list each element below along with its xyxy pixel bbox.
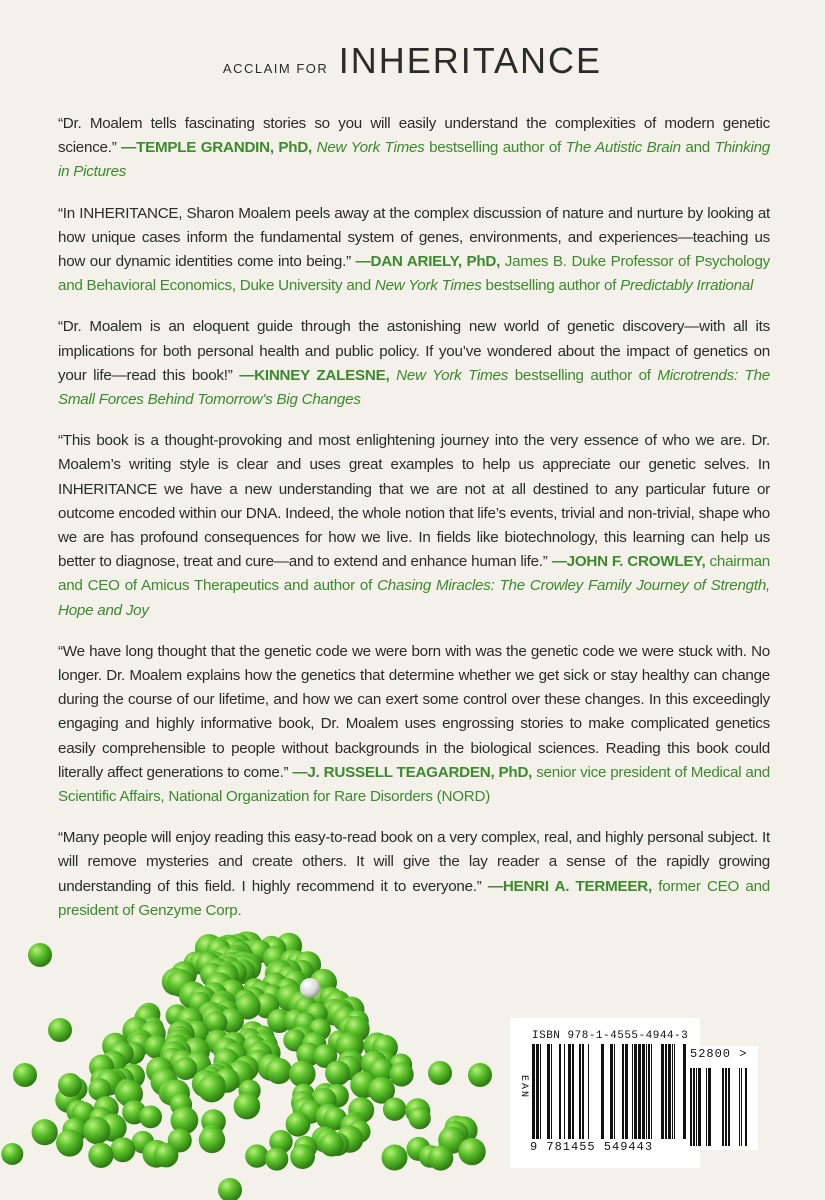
barcode-bar — [632, 1044, 633, 1139]
pea — [58, 1073, 82, 1097]
barcode-bar — [588, 1044, 589, 1139]
pea — [245, 1144, 268, 1167]
pea — [290, 1144, 315, 1169]
quote-text: “Dr. Moalem is an eloquent guide through the astonishing new world of genetic discovery—with all its implications for both personal health and public policy. If you’ve wondered about the impact of genetics on your life—read this book!” — [58, 318, 770, 384]
praise-quote — [58, 315, 770, 412]
attribution-text: Thinking in Pictures — [58, 139, 770, 181]
attribution-text: Predictably Irrational — [620, 277, 754, 295]
attribution-name: —TEMPLE GRANDIN, PhD, — [121, 139, 313, 157]
attribution-text: bestselling author of — [481, 277, 621, 295]
praise-quotes — [58, 112, 770, 940]
pea — [88, 1143, 113, 1168]
pea — [389, 1062, 413, 1086]
barcode-bar — [532, 1044, 535, 1139]
barcode-bar — [722, 1068, 724, 1146]
barcode-bar — [614, 1044, 615, 1139]
pea — [198, 1075, 226, 1103]
attribution-name: —J. RUSSELL TEAGARDEN, PhD, — [292, 763, 533, 781]
attribution-name: —JOHN F. CROWLEY, — [551, 553, 706, 571]
pea — [174, 1057, 197, 1080]
price-barcode-area — [686, 1046, 758, 1150]
price-code — [688, 1047, 749, 1061]
barcode-bar — [651, 1044, 652, 1139]
pea — [458, 1138, 485, 1165]
barcode-bar — [642, 1044, 645, 1139]
pea — [110, 1137, 135, 1162]
pea — [56, 1129, 83, 1156]
pea — [48, 1018, 72, 1042]
price-barcode — [686, 1046, 758, 1150]
barcode-bar — [559, 1044, 561, 1139]
pea — [325, 1061, 350, 1086]
attribution-text: James B. Duke Professor of Psychology and Behavioral Economics, Duke University and — [58, 253, 770, 295]
barcode-bar — [741, 1068, 742, 1146]
isbn-number: ISBN 978-1-4555-4944-3 — [532, 1030, 689, 1042]
attribution-text: and — [680, 139, 715, 157]
pea — [289, 1061, 316, 1088]
barcode-bar — [622, 1044, 624, 1139]
attribution-text: New York Times — [396, 366, 509, 384]
barcode-bar — [551, 1044, 552, 1139]
barcode-bar — [601, 1044, 604, 1139]
pea — [154, 1143, 179, 1168]
pea — [28, 943, 52, 967]
barcode-bar — [579, 1044, 581, 1139]
barcode-bar — [668, 1044, 671, 1139]
barcode-bar — [634, 1044, 637, 1139]
barcode-bar — [646, 1044, 647, 1139]
attribution-text: senior vice president of Medical and Scientific Affairs, National Organization for Rare Disorders (NORD) — [58, 763, 771, 806]
barcode-bar — [672, 1044, 673, 1139]
praise-quote — [58, 826, 770, 923]
ean-label: EAN — [518, 1075, 529, 1100]
price-digits: 52800 — [690, 1047, 732, 1061]
barcode-bar — [728, 1068, 730, 1146]
heading-title: INHERITANCE — [338, 40, 603, 81]
quote-text: “This book is a thought-provoking and most enlightening journey into the very essence of who we are. Dr. Moalem’s writing style is clear and uses great examples to help us appreciate our genetic selves. In INHERITANCE we have a new understanding that we are not at all destined to any particular future or outcome encoded within our DNA. Indeed, the whole notion that life’s events, trivial and non-trivial, shape who we are has profound consequences for how we live. In fields like biotechnology, this learning can help us better to diagnose, treat and cure—and to extend and enhance human life.” — [58, 432, 770, 571]
pea — [409, 1107, 431, 1129]
barcode-bar — [648, 1044, 650, 1139]
pea — [266, 1058, 292, 1084]
pea — [83, 1117, 110, 1144]
quote-attribution — [58, 139, 770, 180]
praise-quote — [58, 202, 770, 299]
barcode-bar — [625, 1044, 628, 1139]
attribution-text: former CEO and president of Genzyme Corp. — [58, 877, 770, 919]
attribution-text: bestselling author of — [508, 366, 658, 384]
barcode-bar — [693, 1068, 695, 1146]
pea — [382, 1145, 408, 1171]
quote-text: “In INHERITANCE, Sharon Moalem peels away at the complex discussion of nature and nurture by looking at how unique cases inform the fundamental system of genes, environments, and experiences—teaching us how our dynamic identities come into being.” — [58, 204, 770, 271]
pea — [428, 1061, 452, 1085]
barcode-bar — [568, 1044, 571, 1139]
attribution-name: —KINNEY ZALESNE, — [239, 366, 390, 384]
attribution-text: chairman and CEO of Amicus Therapeutics and author of — [58, 553, 770, 595]
barcode-bar — [708, 1068, 711, 1146]
pea — [320, 1132, 344, 1156]
pea — [32, 1119, 58, 1145]
attribution-text: New York Times — [374, 277, 482, 295]
barcode-bar — [610, 1044, 613, 1139]
pea — [428, 1145, 453, 1170]
pea — [286, 1112, 311, 1137]
price-mark: > — [739, 1047, 748, 1061]
attribution-text: New York Times — [316, 139, 425, 157]
praise-quote — [58, 112, 770, 185]
attribution-text: Chasing Miracles: The Crowley Family Journey of Strength, Hope and Joy — [58, 577, 771, 619]
praise-quote — [58, 640, 770, 809]
quote-text: “Many people will enjoy reading this easy-to-read book on a very complex, real, and highly personal subject. It will remove mysteries and create others. It will give the lay reader a sense of the rapidly growing understanding of this field. I highly recommend it to everyone.” — [58, 829, 770, 895]
barcode-bar — [638, 1044, 641, 1139]
ean-digits: 9 781455 549443 — [530, 1140, 654, 1154]
pea — [199, 1127, 225, 1153]
attribution-name: —HENRI A. TERMEER, — [487, 877, 652, 895]
barcode-bar — [690, 1068, 692, 1146]
barcode-bar — [536, 1044, 539, 1139]
barcode-bar — [706, 1068, 707, 1146]
attribution-text: The Autistic Brain — [565, 139, 681, 157]
pearl — [300, 978, 320, 998]
barcode-bar — [582, 1044, 584, 1139]
heading-prefix: ACCLAIM FOR — [222, 61, 329, 76]
pea — [218, 1178, 242, 1200]
pea — [265, 1147, 288, 1170]
pea — [13, 1063, 37, 1087]
pea — [383, 1098, 406, 1121]
pea — [1, 1143, 23, 1165]
barcode-bar — [696, 1068, 697, 1146]
attribution-name: —DAN ARIELY, PhD, — [355, 253, 501, 271]
pea — [234, 1093, 261, 1120]
barcode-bar — [674, 1044, 675, 1139]
pea — [139, 1106, 162, 1129]
praise-quote — [58, 429, 770, 623]
quote-text: “Dr. Moalem tells fascinating stories so you will easily understand the complexities of modern genetic science.” — [58, 115, 770, 157]
attribution-text: bestselling author of — [424, 139, 566, 157]
pea — [468, 1063, 492, 1087]
barcode-bar — [698, 1068, 701, 1146]
barcode-bar — [661, 1044, 664, 1139]
barcode-bar — [665, 1044, 667, 1139]
barcode-bar — [564, 1044, 565, 1139]
attribution-text: Microtrends: The Small Forces Behind Tomorrow’s Big Changes — [58, 366, 770, 409]
barcode-bar — [739, 1068, 740, 1146]
barcode-bar — [547, 1044, 550, 1139]
quote-text: “We have long thought that the genetic code we were born with was the genetic code we were stuck with. No longer. Dr. Moalem explains how the genetics that determine whether we get sick or stay healthy can change during the course of our lifetime, and how we can exert some control over these changes. In this exceedingly engaging and highly informative book, Dr. Moalem uses engrossing stories to make complicated genetics easily comprehensible to people without backgrounds in the biological sciences. Reading this book could literally affect generations to come.” — [58, 642, 770, 781]
barcode-bar — [540, 1044, 541, 1139]
barcode-bar — [745, 1068, 747, 1146]
green-peas-image — [0, 925, 500, 1200]
back-cover-heading — [0, 40, 825, 82]
barcode-bar — [725, 1068, 727, 1146]
barcode-bar — [572, 1044, 574, 1139]
